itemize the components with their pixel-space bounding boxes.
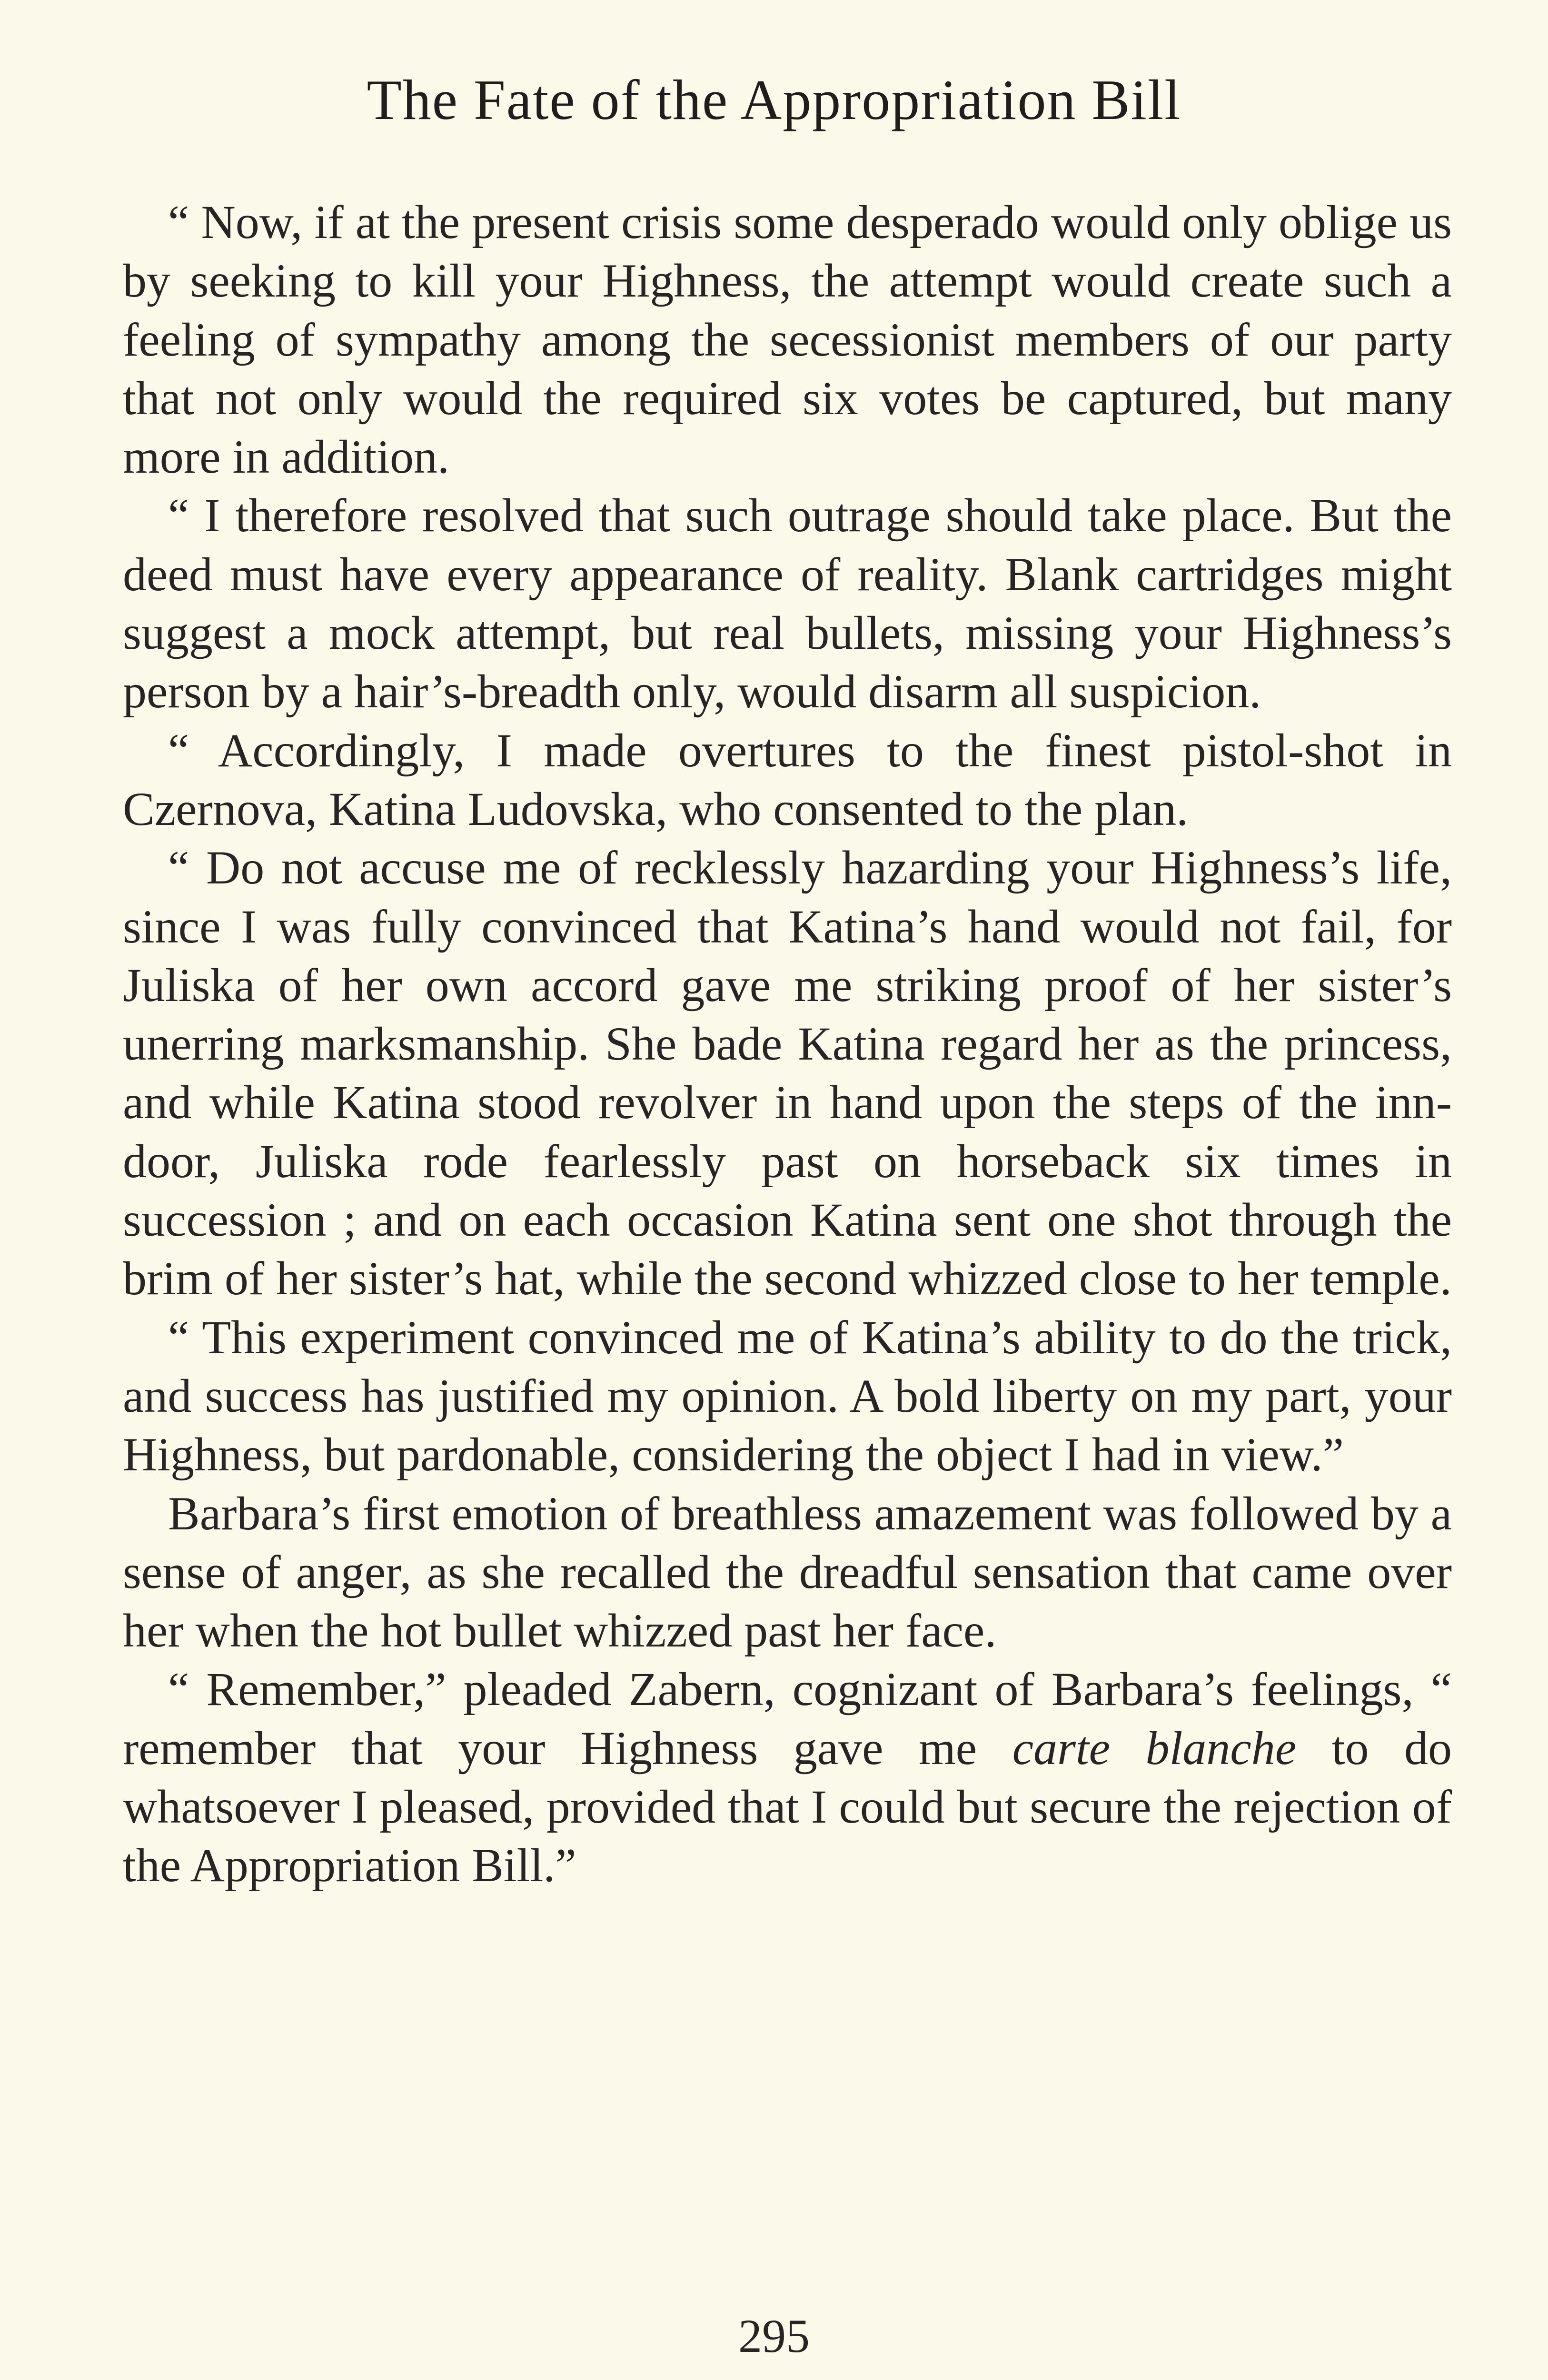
paragraph-7-start: “ Remember,” pleaded Zabern, cognizant of Barbara’s feelings, “ remember that your Highness gave me	[123, 1663, 1452, 1775]
paragraph-3: “ Accordingly, I made overtures to the finest pistol-shot in Czernova, Katina Ludovska, who consented to the plan.	[123, 724, 1452, 835]
paragraph-7-italic: carte blanche	[1012, 1721, 1297, 1775]
page-number: 295	[738, 2310, 810, 2362]
paragraph-2: “ I therefore resolved that such outrage should take place. But the deed must have every appearance of reality. Blank cartridges might suggest a mock attempt, but real bullets, missing your Highness’s person by a hair’s-breadth only, would disarm all suspicion.	[123, 489, 1452, 718]
paragraph-1: “ Now, if at the present crisis some desperado would only oblige us by seeking to kill your Highness, the attempt would create such a feeling of sympathy among the secessionist members of our party that not only would the required six votes be captured, but many more in addition.	[123, 196, 1452, 484]
paragraph-5: “ This experiment convinced me of Katina’s ability to do the trick, and success has justified my opinion. A bold liberty on my part, your Highness, but pardonable, considering the object I had in view.”	[123, 1310, 1452, 1481]
paragraph-7-end: to do whatsoever I pleased, provided that I could but secure the rejection of the Appropriation Bill.”	[123, 1721, 1452, 1892]
paragraph-4: “ Do not accuse me of recklessly hazarding your Highness’s life, since I was fully convinced that Katina’s hand would not fail, for Juliska of her own accord gave me striking proof of her sister’s unerring marksmanship. She bade Katina regard her as the princess, and while Katina stood revolver in hand upon the steps of the inn-door, Juliska rode fearlessly past on horseback six times in succession ; and on each occasion Katina sent one shot through the brim of her sister’s hat, while the second whizzed close to her temple.	[123, 841, 1452, 1305]
running-head: The Fate of the Appropriation Bill	[367, 68, 1181, 131]
paragraph-7	[123, 1660, 1452, 1894]
body-text	[123, 193, 1452, 1895]
paragraph-6: Barbara’s first emotion of breathless amazement was followed by a sense of anger, as she recalled the dreadful sensation that came over her when the hot bullet whizzed past her face.	[123, 1487, 1452, 1657]
